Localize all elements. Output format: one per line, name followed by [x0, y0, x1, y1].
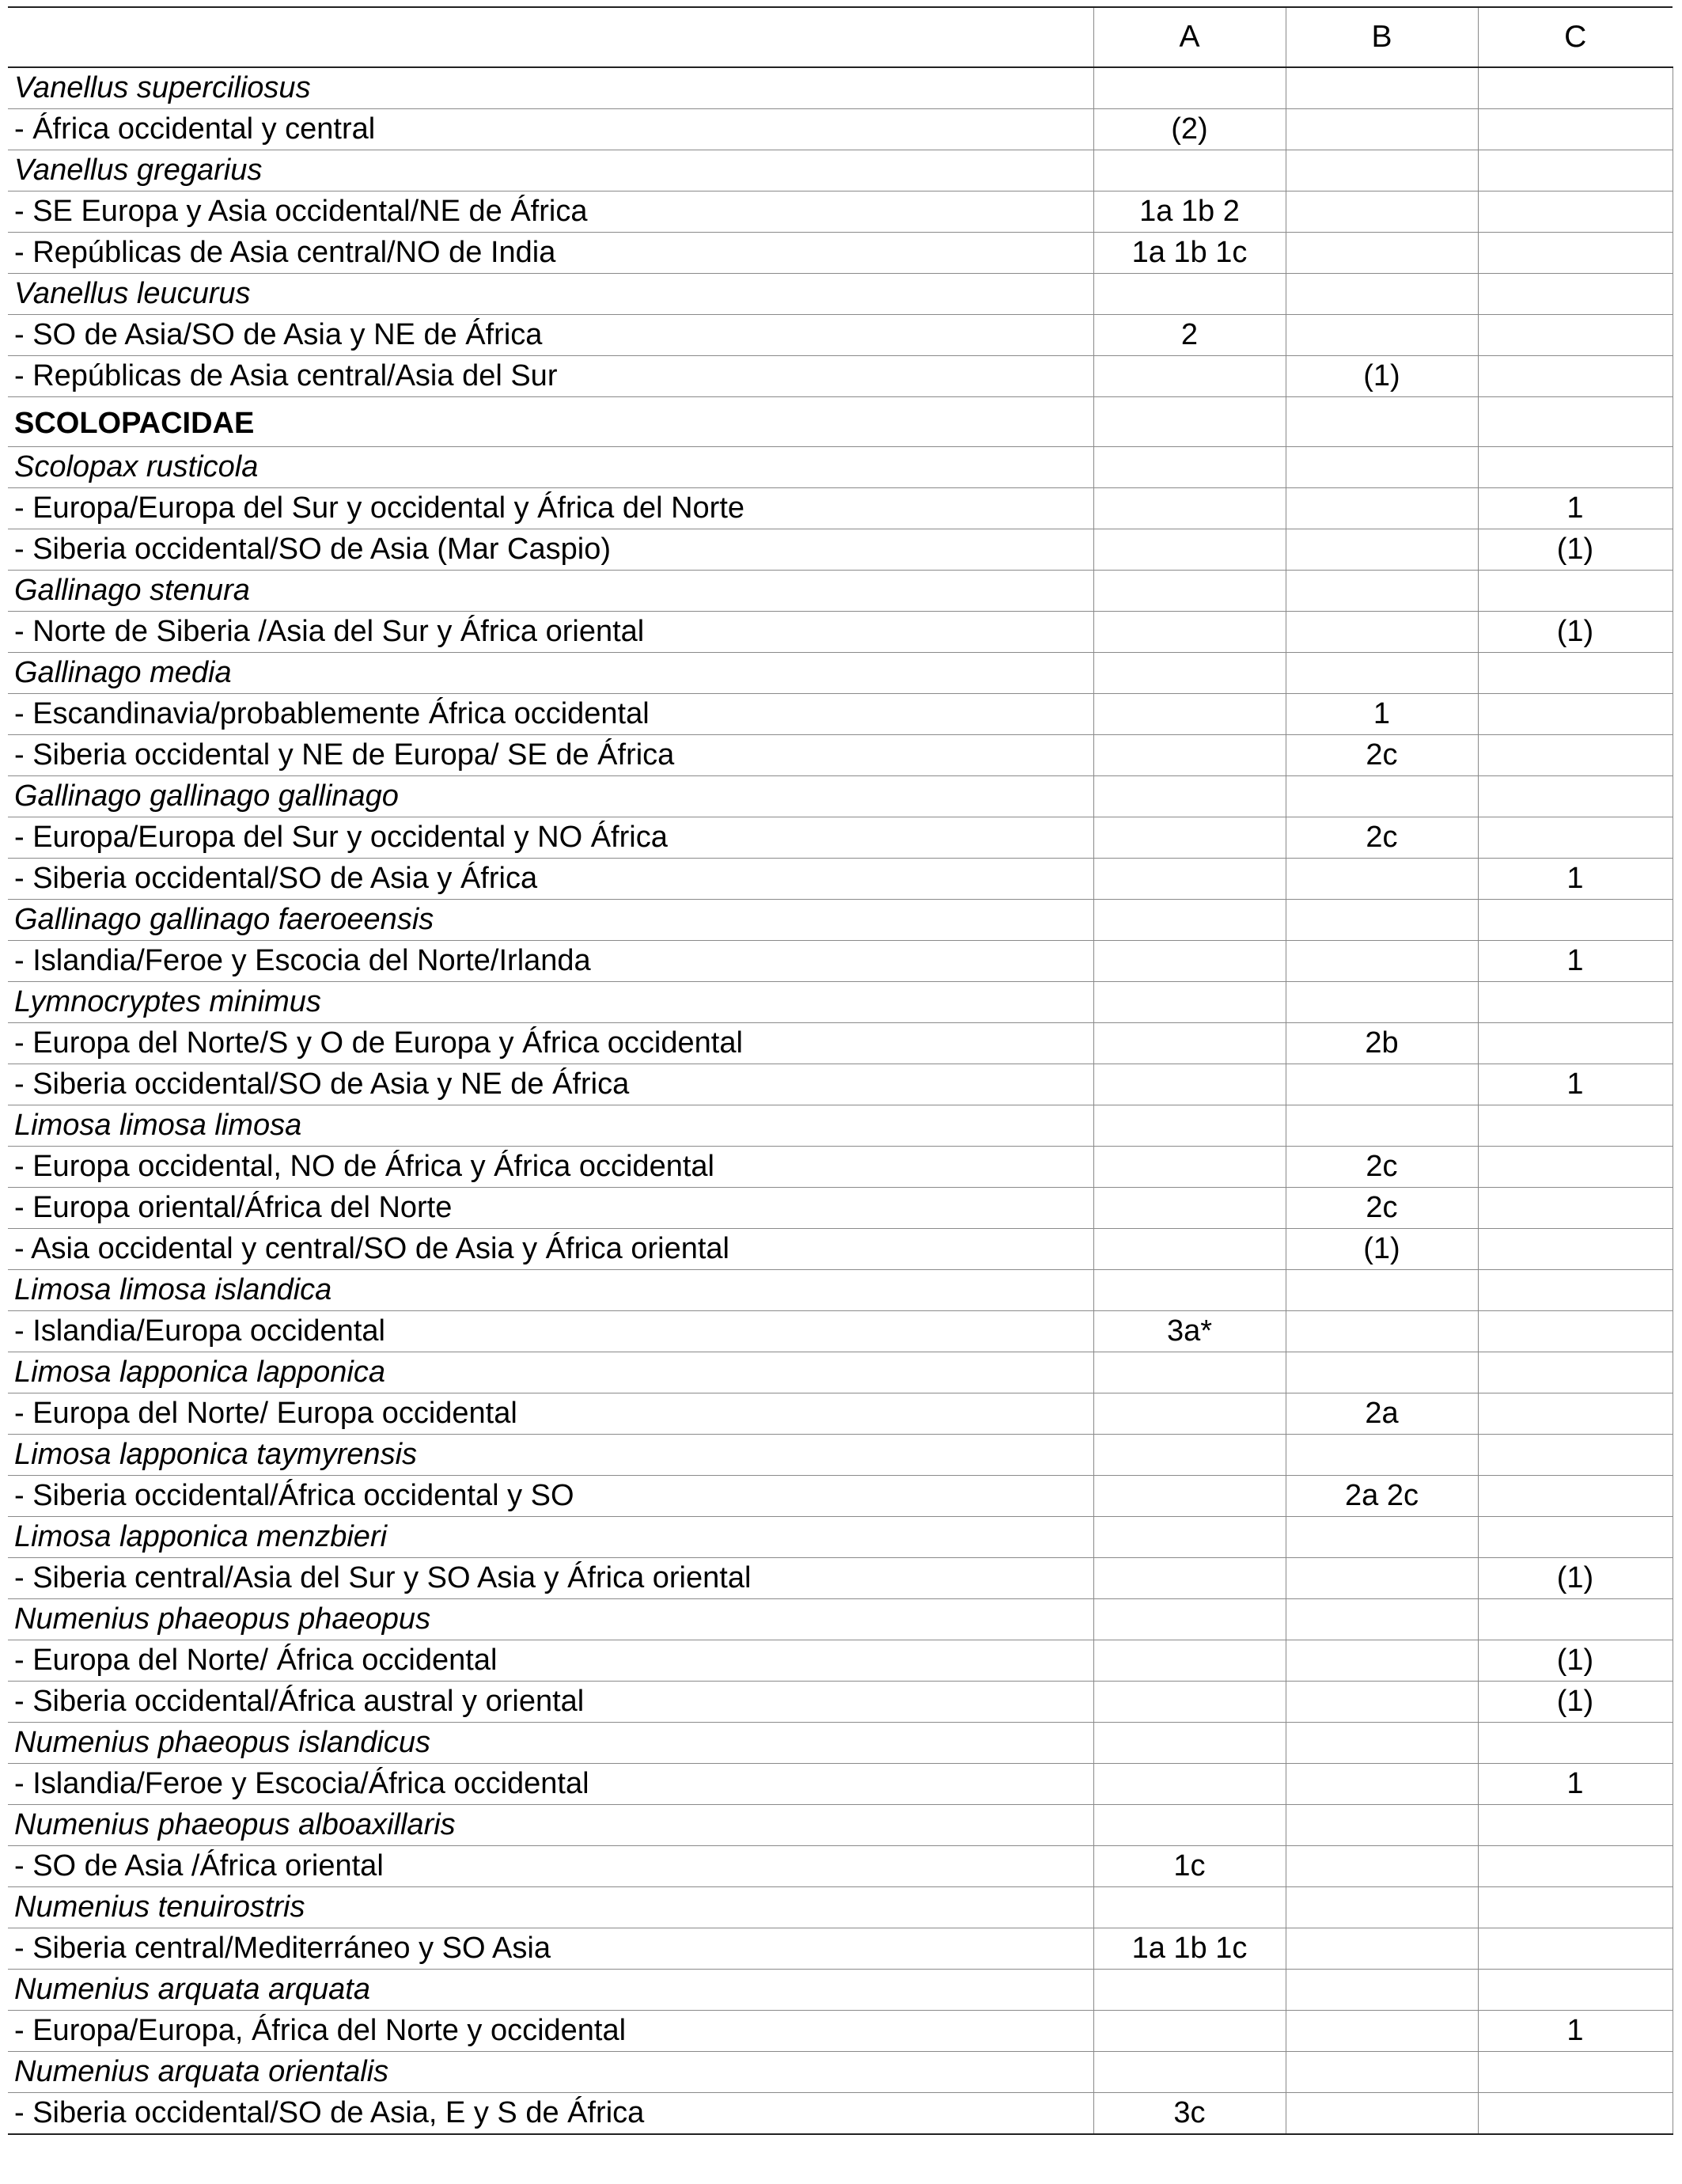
- status-cell-c: (1): [1478, 529, 1673, 571]
- status-cell-b: [1286, 1970, 1478, 2011]
- status-cell-c: [1478, 1970, 1673, 2011]
- species-name: Gallinago media: [8, 653, 1093, 694]
- status-cell-c: [1478, 1229, 1673, 1270]
- status-cell-a: [1093, 1188, 1286, 1229]
- status-cell-a: [1093, 356, 1286, 397]
- species-row: [8, 653, 1673, 694]
- status-cell-c: [1478, 1887, 1673, 1928]
- species-name: Lymnocryptes minimus: [8, 982, 1093, 1023]
- status-cell-a: [1093, 1682, 1286, 1723]
- header-name-cell: [8, 8, 1093, 67]
- column-header-c: C: [1478, 8, 1673, 67]
- status-cell-c: [1478, 1476, 1673, 1517]
- population-row: [8, 1476, 1673, 1517]
- species-row: [8, 67, 1673, 109]
- status-cell-b: 2a: [1286, 1393, 1478, 1435]
- status-cell-b: (1): [1286, 356, 1478, 397]
- status-cell-b: [1286, 1640, 1478, 1682]
- status-cell-a: [1093, 941, 1286, 982]
- status-cell-b: [1286, 447, 1478, 488]
- status-cell-c: [1478, 447, 1673, 488]
- population-row: [8, 233, 1673, 274]
- status-cell-b: 1: [1286, 694, 1478, 735]
- species-row: [8, 1970, 1673, 2011]
- species-status-table: [8, 6, 1673, 2135]
- status-cell-c: [1478, 1517, 1673, 1558]
- population-row: [8, 315, 1673, 356]
- status-cell-c: [1478, 1023, 1673, 1064]
- population-name: - Europa occidental, NO de África y África occidental: [8, 1147, 1093, 1188]
- status-cell-a: [1093, 1887, 1286, 1928]
- status-cell-b: [1286, 109, 1478, 150]
- status-cell-a: [1093, 1970, 1286, 2011]
- status-cell-c: [1478, 1352, 1673, 1393]
- status-cell-c: (1): [1478, 1682, 1673, 1723]
- species-name: Limosa lapponica taymyrensis: [8, 1435, 1093, 1476]
- status-cell-b: [1286, 1311, 1478, 1352]
- status-cell-b: [1286, 1435, 1478, 1476]
- status-cell-b: 2c: [1286, 735, 1478, 776]
- population-row: [8, 2093, 1673, 2135]
- population-name: - Islandia/Europa occidental: [8, 1311, 1093, 1352]
- status-cell-c: 1: [1478, 2011, 1673, 2052]
- status-cell-c: [1478, 1393, 1673, 1435]
- table-header: [8, 7, 1673, 67]
- population-row: [8, 488, 1673, 529]
- population-name: - Europa/Europa del Sur y occidental y NO África: [8, 817, 1093, 859]
- status-cell-c: (1): [1478, 1558, 1673, 1599]
- status-cell-a: [1093, 1393, 1286, 1435]
- species-name: Numenius arquata orientalis: [8, 2052, 1093, 2093]
- population-name: - Europa/Europa, África del Norte y occidental: [8, 2011, 1093, 2052]
- status-cell-a: [1093, 1476, 1286, 1517]
- species-name: Limosa limosa islandica: [8, 1270, 1093, 1311]
- family-name: SCOLOPACIDAE: [8, 397, 1093, 447]
- population-name: - Siberia occidental/SO de Asia y NE de África: [8, 1064, 1093, 1105]
- species-row: [8, 1517, 1673, 1558]
- species-row: [8, 571, 1673, 612]
- population-row: [8, 1064, 1673, 1105]
- population-name: - Siberia occidental/África austral y oriental: [8, 1682, 1093, 1723]
- status-cell-b: [1286, 612, 1478, 653]
- status-cell-b: 2c: [1286, 1147, 1478, 1188]
- status-cell-a: [1093, 1064, 1286, 1105]
- species-name: Numenius arquata arquata: [8, 1970, 1093, 2011]
- status-cell-a: [1093, 571, 1286, 612]
- species-name: Scolopax rusticola: [8, 447, 1093, 488]
- status-cell-c: [1478, 397, 1673, 447]
- population-name: - Repúblicas de Asia central/NO de India: [8, 233, 1093, 274]
- status-cell-a: [1093, 776, 1286, 817]
- status-cell-a: [1093, 1270, 1286, 1311]
- status-cell-b: [1286, 2011, 1478, 2052]
- population-name: - Siberia occidental/SO de Asia, E y S de África: [8, 2093, 1093, 2135]
- species-row: [8, 274, 1673, 315]
- status-cell-b: [1286, 1928, 1478, 1970]
- status-cell-a: (2): [1093, 109, 1286, 150]
- status-cell-a: 3c: [1093, 2093, 1286, 2135]
- status-cell-c: [1478, 982, 1673, 1023]
- species-row: [8, 150, 1673, 191]
- population-name: - Repúblicas de Asia central/Asia del Sur: [8, 356, 1093, 397]
- population-row: [8, 1023, 1673, 1064]
- status-cell-c: [1478, 1105, 1673, 1147]
- status-cell-a: 1a 1b 2: [1093, 191, 1286, 233]
- status-cell-a: [1093, 274, 1286, 315]
- status-cell-c: [1478, 67, 1673, 109]
- status-cell-a: [1093, 1805, 1286, 1846]
- species-name: Vanellus gregarius: [8, 150, 1093, 191]
- status-cell-c: 1: [1478, 859, 1673, 900]
- population-row: [8, 859, 1673, 900]
- population-row: [8, 109, 1673, 150]
- status-cell-a: [1093, 1764, 1286, 1805]
- status-cell-b: [1286, 1846, 1478, 1887]
- status-cell-b: [1286, 776, 1478, 817]
- status-cell-a: [1093, 2052, 1286, 2093]
- status-cell-b: [1286, 1270, 1478, 1311]
- status-cell-a: [1093, 1599, 1286, 1640]
- status-cell-b: 2c: [1286, 1188, 1478, 1229]
- status-cell-b: [1286, 859, 1478, 900]
- population-name: - Islandia/Feroe y Escocia del Norte/Irlanda: [8, 941, 1093, 982]
- species-name: Limosa limosa limosa: [8, 1105, 1093, 1147]
- status-cell-c: (1): [1478, 1640, 1673, 1682]
- status-cell-c: [1478, 571, 1673, 612]
- population-name: - Escandinavia/probablemente África occidental: [8, 694, 1093, 735]
- status-cell-b: [1286, 315, 1478, 356]
- status-cell-b: [1286, 653, 1478, 694]
- status-cell-c: 1: [1478, 488, 1673, 529]
- population-name: - Siberia central/Mediterráneo y SO Asia: [8, 1928, 1093, 1970]
- status-cell-a: [1093, 1147, 1286, 1188]
- species-name: Gallinago gallinago faeroeensis: [8, 900, 1093, 941]
- status-cell-c: [1478, 1599, 1673, 1640]
- population-name: - Siberia occidental/África occidental y SO: [8, 1476, 1093, 1517]
- status-cell-c: [1478, 776, 1673, 817]
- column-header-a: A: [1093, 8, 1286, 67]
- species-row: [8, 1805, 1673, 1846]
- population-name: - Islandia/Feroe y Escocia/África occidental: [8, 1764, 1093, 1805]
- status-cell-a: 1a 1b 1c: [1093, 1928, 1286, 1970]
- status-cell-c: [1478, 315, 1673, 356]
- status-cell-b: (1): [1286, 1229, 1478, 1270]
- status-cell-b: [1286, 1064, 1478, 1105]
- species-row: [8, 1599, 1673, 1640]
- status-cell-a: [1093, 150, 1286, 191]
- population-row: [8, 1147, 1673, 1188]
- species-row: [8, 1723, 1673, 1764]
- header-row: [8, 8, 1673, 67]
- status-cell-c: [1478, 109, 1673, 150]
- species-name: Limosa lapponica menzbieri: [8, 1517, 1093, 1558]
- column-header-b: B: [1286, 8, 1478, 67]
- status-cell-a: [1093, 900, 1286, 941]
- status-cell-a: [1093, 612, 1286, 653]
- species-status-document: [8, 6, 1673, 2135]
- status-cell-a: [1093, 1558, 1286, 1599]
- status-cell-b: 2c: [1286, 817, 1478, 859]
- status-cell-c: [1478, 2052, 1673, 2093]
- population-name: - Siberia central/Asia del Sur y SO Asia y África oriental: [8, 1558, 1093, 1599]
- species-row: [8, 1352, 1673, 1393]
- population-row: [8, 1640, 1673, 1682]
- family-row: [8, 397, 1673, 447]
- status-cell-c: [1478, 1846, 1673, 1887]
- status-cell-b: [1286, 274, 1478, 315]
- species-row: [8, 447, 1673, 488]
- species-name: Numenius phaeopus alboaxillaris: [8, 1805, 1093, 1846]
- population-name: - Siberia occidental y NE de Europa/ SE de África: [8, 735, 1093, 776]
- status-cell-a: [1093, 1640, 1286, 1682]
- status-cell-a: [1093, 2011, 1286, 2052]
- population-name: - SE Europa y Asia occidental/NE de África: [8, 191, 1093, 233]
- species-row: [8, 1270, 1673, 1311]
- status-cell-a: 1a 1b 1c: [1093, 233, 1286, 274]
- population-row: [8, 612, 1673, 653]
- status-cell-b: [1286, 529, 1478, 571]
- status-cell-a: [1093, 982, 1286, 1023]
- species-name: Limosa lapponica lapponica: [8, 1352, 1093, 1393]
- status-cell-b: [1286, 191, 1478, 233]
- species-row: [8, 2052, 1673, 2093]
- status-cell-a: [1093, 735, 1286, 776]
- population-name: - Europa oriental/África del Norte: [8, 1188, 1093, 1229]
- population-row: [8, 735, 1673, 776]
- status-cell-c: [1478, 1188, 1673, 1229]
- status-cell-c: [1478, 1723, 1673, 1764]
- status-cell-a: 2: [1093, 315, 1286, 356]
- status-cell-b: [1286, 67, 1478, 109]
- status-cell-b: [1286, 1682, 1478, 1723]
- population-row: [8, 356, 1673, 397]
- population-row: [8, 1229, 1673, 1270]
- population-name: - Europa del Norte/ Europa occidental: [8, 1393, 1093, 1435]
- status-cell-b: [1286, 1887, 1478, 1928]
- status-cell-c: [1478, 150, 1673, 191]
- status-cell-b: [1286, 150, 1478, 191]
- species-row: [8, 982, 1673, 1023]
- status-cell-c: [1478, 694, 1673, 735]
- population-name: - Europa del Norte/ África occidental: [8, 1640, 1093, 1682]
- status-cell-a: 3a*: [1093, 1311, 1286, 1352]
- status-cell-c: 1: [1478, 941, 1673, 982]
- status-cell-b: [1286, 982, 1478, 1023]
- species-name: Vanellus superciliosus: [8, 67, 1093, 109]
- table-body: [8, 67, 1673, 2134]
- status-cell-c: [1478, 900, 1673, 941]
- population-name: - Europa/Europa del Sur y occidental y África del Norte: [8, 488, 1093, 529]
- status-cell-a: [1093, 817, 1286, 859]
- status-cell-a: 1c: [1093, 1846, 1286, 1887]
- status-cell-a: [1093, 397, 1286, 447]
- status-cell-c: (1): [1478, 612, 1673, 653]
- status-cell-c: [1478, 191, 1673, 233]
- population-row: [8, 1393, 1673, 1435]
- species-row: [8, 900, 1673, 941]
- population-name: - SO de Asia /África oriental: [8, 1846, 1093, 1887]
- status-cell-c: [1478, 274, 1673, 315]
- status-cell-a: [1093, 1023, 1286, 1064]
- status-cell-b: [1286, 571, 1478, 612]
- status-cell-b: [1286, 1764, 1478, 1805]
- population-row: [8, 191, 1673, 233]
- status-cell-c: [1478, 2093, 1673, 2135]
- status-cell-c: [1478, 1435, 1673, 1476]
- population-row: [8, 1558, 1673, 1599]
- population-name: - Norte de Siberia /Asia del Sur y África oriental: [8, 612, 1093, 653]
- status-cell-b: [1286, 1105, 1478, 1147]
- species-name: Numenius phaeopus islandicus: [8, 1723, 1093, 1764]
- status-cell-b: [1286, 1558, 1478, 1599]
- population-row: [8, 529, 1673, 571]
- status-cell-c: [1478, 1928, 1673, 1970]
- status-cell-a: [1093, 1352, 1286, 1393]
- status-cell-b: [1286, 1352, 1478, 1393]
- status-cell-a: [1093, 1105, 1286, 1147]
- species-name: Gallinago stenura: [8, 571, 1093, 612]
- status-cell-b: [1286, 1805, 1478, 1846]
- status-cell-a: [1093, 1229, 1286, 1270]
- population-name: - Europa del Norte/S y O de Europa y África occidental: [8, 1023, 1093, 1064]
- status-cell-b: [1286, 488, 1478, 529]
- population-row: [8, 694, 1673, 735]
- status-cell-c: [1478, 1311, 1673, 1352]
- status-cell-b: [1286, 397, 1478, 447]
- status-cell-c: 1: [1478, 1064, 1673, 1105]
- population-name: - Siberia occidental/SO de Asia y África: [8, 859, 1093, 900]
- status-cell-c: [1478, 1147, 1673, 1188]
- status-cell-b: 2a 2c: [1286, 1476, 1478, 1517]
- status-cell-a: [1093, 694, 1286, 735]
- status-cell-c: [1478, 653, 1673, 694]
- species-name: Vanellus leucurus: [8, 274, 1093, 315]
- population-row: [8, 1764, 1673, 1805]
- status-cell-a: [1093, 529, 1286, 571]
- population-name: - África occidental y central: [8, 109, 1093, 150]
- status-cell-b: [1286, 1599, 1478, 1640]
- status-cell-c: [1478, 1805, 1673, 1846]
- status-cell-c: [1478, 735, 1673, 776]
- status-cell-a: [1093, 447, 1286, 488]
- species-row: [8, 1887, 1673, 1928]
- population-row: [8, 1188, 1673, 1229]
- species-name: Numenius tenuirostris: [8, 1887, 1093, 1928]
- status-cell-a: [1093, 653, 1286, 694]
- population-row: [8, 1928, 1673, 1970]
- species-name: Gallinago gallinago gallinago: [8, 776, 1093, 817]
- status-cell-a: [1093, 1435, 1286, 1476]
- population-row: [8, 941, 1673, 982]
- status-cell-b: [1286, 900, 1478, 941]
- status-cell-a: [1093, 1517, 1286, 1558]
- status-cell-b: [1286, 2052, 1478, 2093]
- population-name: - SO de Asia/SO de Asia y NE de África: [8, 315, 1093, 356]
- status-cell-c: 1: [1478, 1764, 1673, 1805]
- status-cell-c: [1478, 233, 1673, 274]
- species-row: [8, 1105, 1673, 1147]
- population-row: [8, 1682, 1673, 1723]
- population-row: [8, 2011, 1673, 2052]
- population-row: [8, 1846, 1673, 1887]
- species-row: [8, 1435, 1673, 1476]
- status-cell-c: [1478, 1270, 1673, 1311]
- population-row: [8, 1311, 1673, 1352]
- status-cell-b: 2b: [1286, 1023, 1478, 1064]
- status-cell-a: [1093, 67, 1286, 109]
- status-cell-b: [1286, 233, 1478, 274]
- population-name: - Asia occidental y central/SO de Asia y África oriental: [8, 1229, 1093, 1270]
- species-name: Numenius phaeopus phaeopus: [8, 1599, 1093, 1640]
- population-name: - Siberia occidental/SO de Asia (Mar Caspio): [8, 529, 1093, 571]
- status-cell-b: [1286, 2093, 1478, 2135]
- status-cell-b: [1286, 1517, 1478, 1558]
- status-cell-a: [1093, 488, 1286, 529]
- status-cell-b: [1286, 941, 1478, 982]
- status-cell-a: [1093, 1723, 1286, 1764]
- status-cell-a: [1093, 859, 1286, 900]
- status-cell-c: [1478, 817, 1673, 859]
- status-cell-c: [1478, 356, 1673, 397]
- status-cell-b: [1286, 1723, 1478, 1764]
- population-row: [8, 817, 1673, 859]
- species-row: [8, 776, 1673, 817]
